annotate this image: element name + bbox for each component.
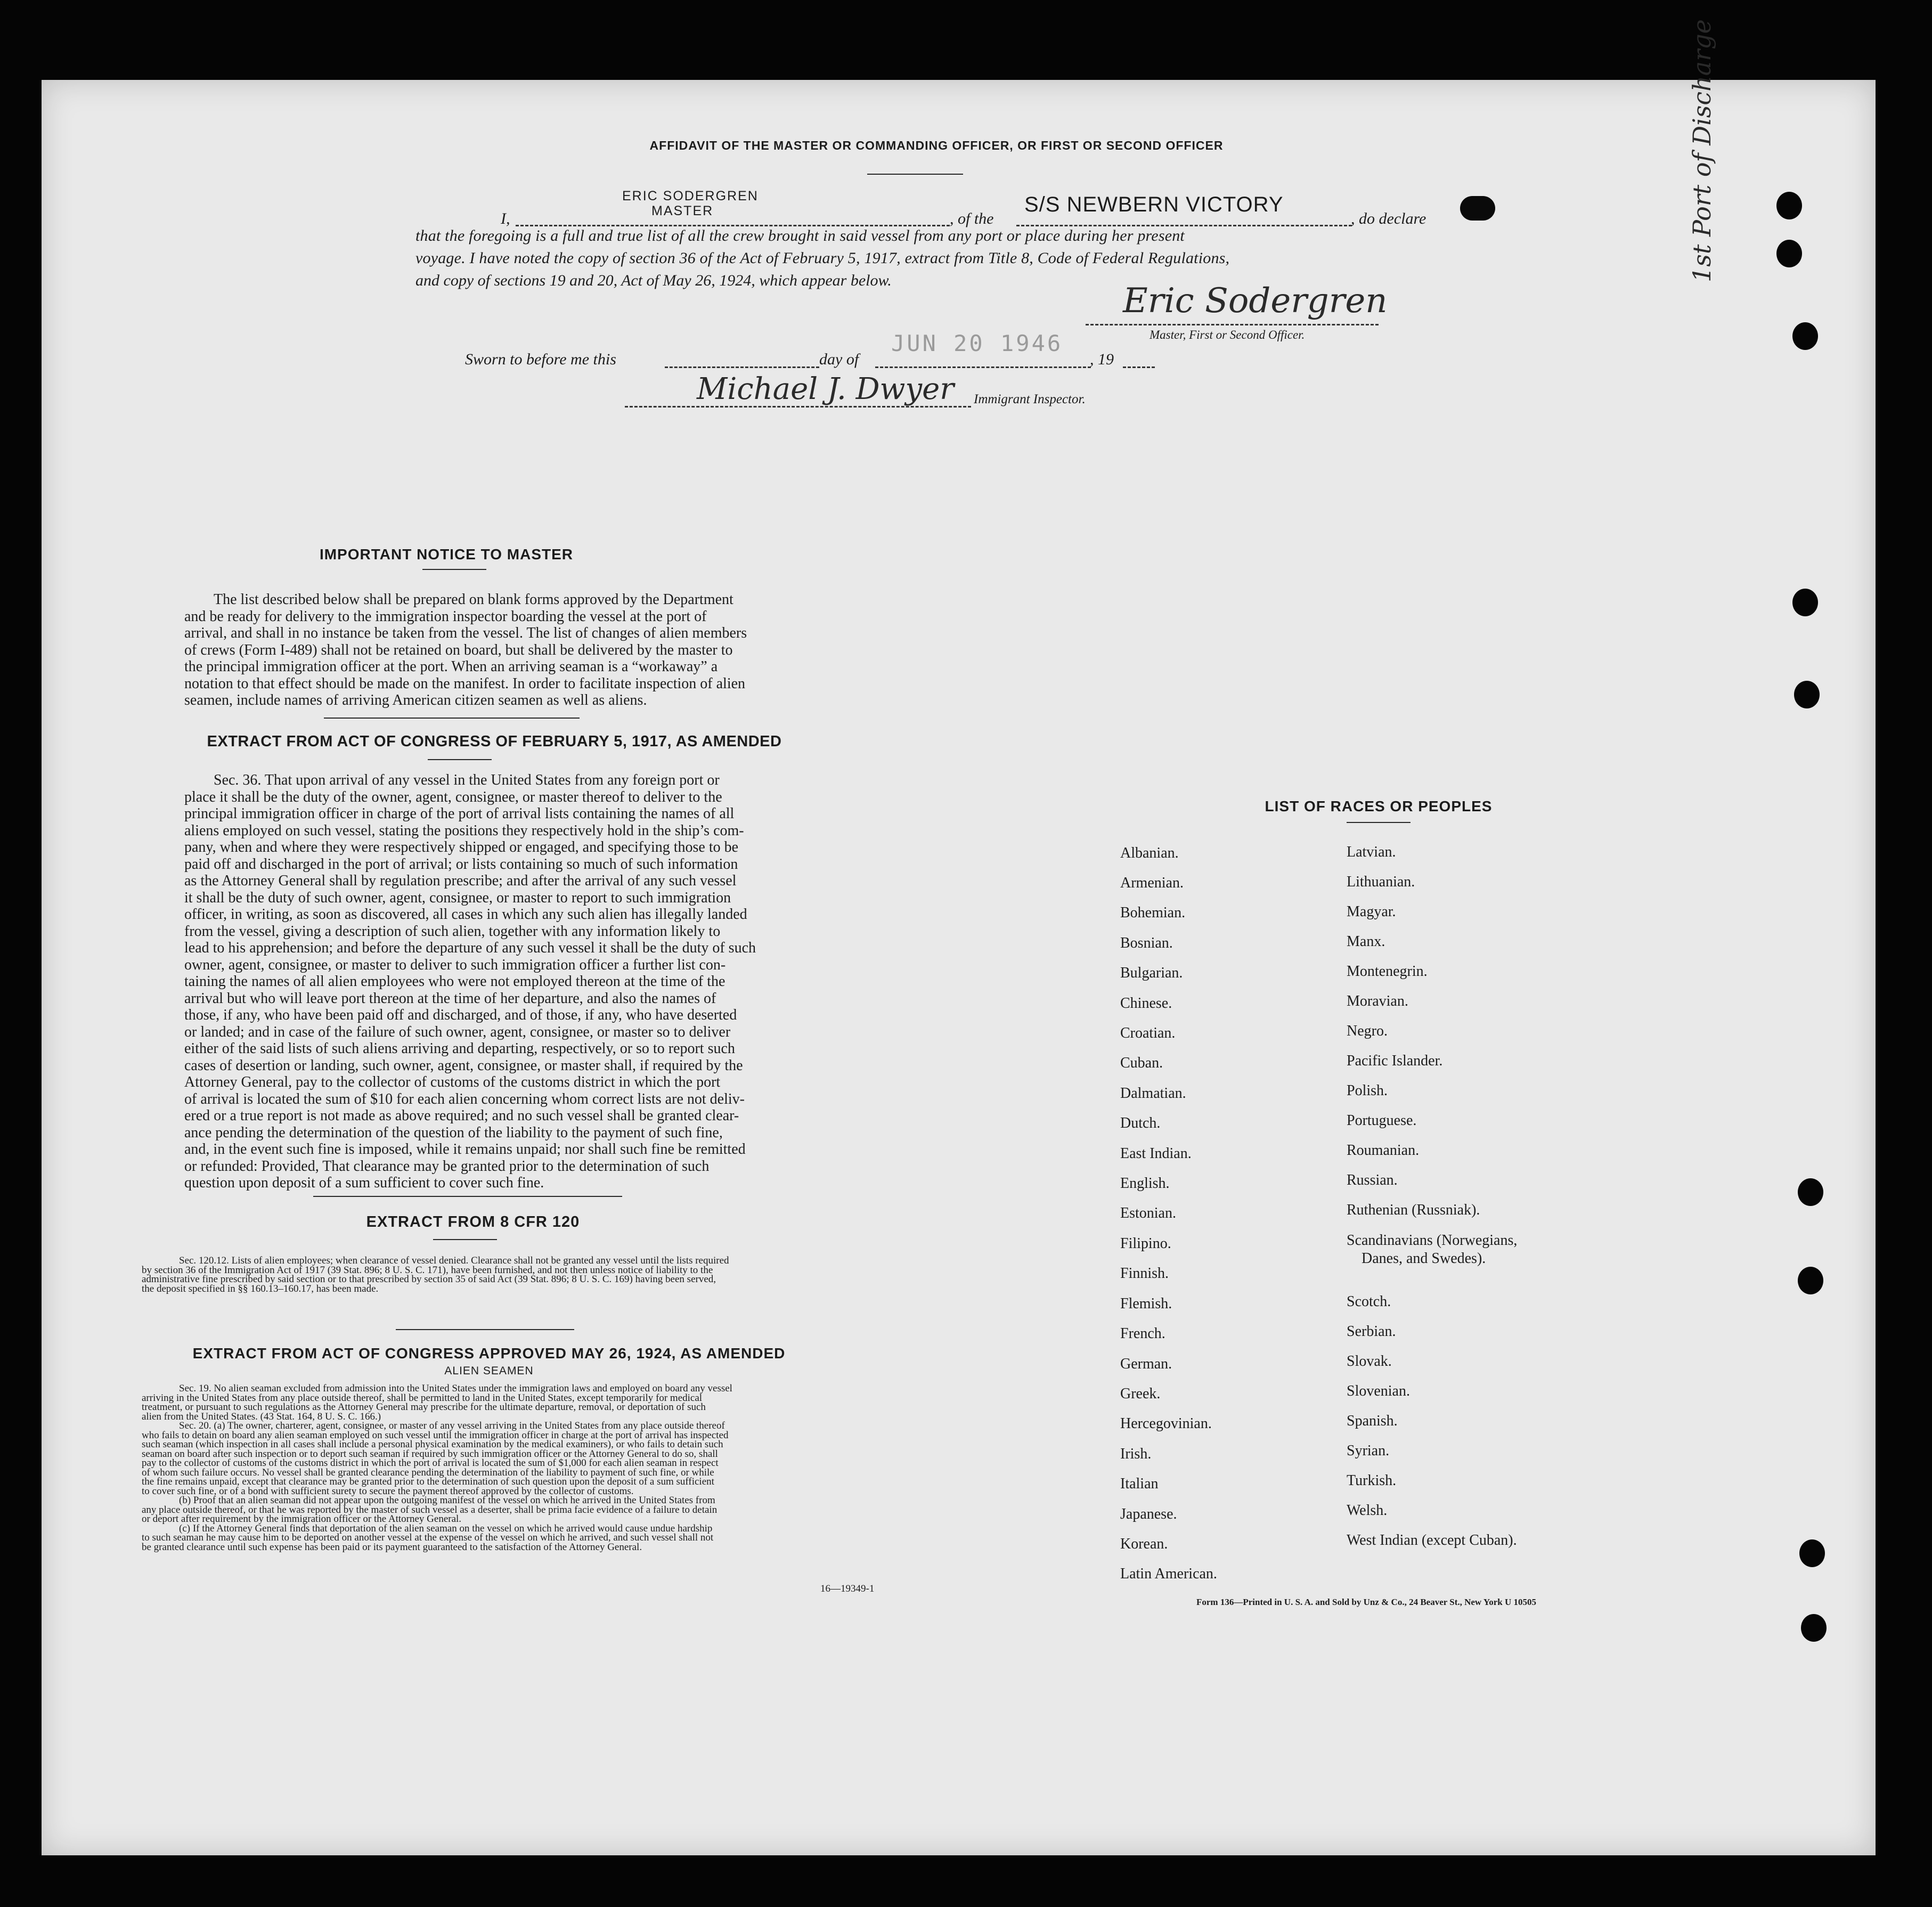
act1924-line: Sec. 19. No alien seaman excluded from admission into the United States under the immigration laws and employed on board any vessel [179,1383,732,1394]
punch-hole [1798,1178,1823,1206]
act1924-line: the fine remains unpaid, except that clearance may be granted prior to the determination of such question upon the deposit of a sum sufficient [142,1476,714,1487]
act1924-line: of whom such failure occurs. No vessel shall be granted clearance pending the determination of the liability to payment of such fine, or while [142,1466,714,1478]
act1924-subtitle: ALIEN SEAMEN [444,1365,534,1377]
punch-hole [1798,1267,1823,1294]
do-declare-label: , do declare [1351,210,1426,227]
race-item: Flemish. [1120,1295,1172,1312]
act1924-line: such seaman (which inspection in all cases shall include a personal physical examination by the medical examiners), or who fails to detain such [142,1439,723,1450]
race-item: Moravian. [1347,993,1408,1009]
date-stamp: JUN 20 1946 [891,330,1063,356]
race-item: Turkish. [1347,1472,1397,1489]
race-item: Pacific Islander. [1347,1053,1443,1069]
act1924-title: EXTRACT FROM ACT OF CONGRESS APPROVED MAY 26, 1924, AS AMENDED [192,1345,786,1362]
act1924-line: to cover such fine, or of a bond with sufficient surety to secure the payment thereof approved by the collector of customs. [142,1485,634,1497]
act1924-line: to such seaman he may cause him to be deported on another vessel at the expense of the vessel on which he arrived, and such vessel shall not [142,1532,714,1543]
notice-line: of crews (Form I-489) shall not be retained on board, but shall be delivered by the master to [184,641,733,658]
master-signature: Eric Sodergren [1123,281,1388,321]
cfr-line: by section 36 of the Immigration Act of 1917 (39 Stat. 896; 8 U. S. C. 171), have been furnished, and not then unless notice of liability to the [142,1264,713,1276]
act1917-line: arrival but who will leave port thereon at the time of her departure, and also the names of [184,990,716,1007]
race-item: Dutch. [1120,1115,1161,1131]
cfr-title: EXTRACT FROM 8 CFR 120 [366,1213,580,1230]
act1924-line: pay to the collector of customs of the customs district in which the port of arrival is located the sum of $1,000 for each alien seaman in respect [142,1457,719,1469]
cfr-body [142,1256,916,1293]
race-item: Italian [1120,1476,1159,1492]
act1917-line: officer, in writing, as soon as discovered, all cases in which any such alien has illegally landed [184,906,747,923]
divider [1347,822,1411,823]
sworn-label: Sworn to before me this [465,351,616,368]
margin-note: 1st Port of Discharge [1688,19,1716,282]
race-item: Manx. [1347,933,1385,950]
divider [428,759,492,760]
race-item: Spanish. [1347,1413,1398,1429]
year-prefix: , 19 [1090,351,1114,368]
notice-line: notation to that effect should be made on the manifest. In order to facilitate inspection of alien [184,675,746,692]
race-item: Greek. [1120,1386,1161,1402]
race-item: Filipino. [1120,1235,1171,1252]
act1917-line: ance pending the determination of the question of the liability to the payment of such fine, [184,1124,723,1141]
divider [324,718,580,719]
act1924-line: any place outside thereof, or that he was reported by the master of such vessel as a deserter, shall be prima facie evidence of a failure to detain [142,1504,718,1515]
act1917-line: aliens employed on such vessel, stating the positions they respectively hold in the ship’s com- [184,822,744,839]
sworn-day-line [665,366,819,368]
notice-line: and be ready for delivery to the immigration inspector boarding the vessel at the port of [184,608,707,625]
notice-line: the principal immigration officer at the port. When an arriving seaman is a “workaway” a [184,658,718,675]
act1917-line: Sec. 36. That upon arrival of any vessel in the United States from any foreign port or [214,772,720,788]
race-item: Polish. [1347,1082,1388,1099]
race-item: Slovenian. [1347,1383,1410,1399]
race-item: Portuguese. [1347,1112,1417,1129]
race-item: Cuban. [1120,1055,1163,1071]
race-item: Scandinavians (Norwegians, [1347,1232,1518,1249]
act1924-line: who fails to detain on board any alien seaman employed on such vessel until the immigration officer in charge at the port of arrival has inspected [142,1429,729,1441]
race-item: Dalmatian. [1120,1085,1186,1102]
act1917-line: Attorney General, pay to the collector of customs of the customs district in which the port [184,1074,721,1090]
race-item: Finnish. [1120,1265,1169,1282]
race-item: Syrian. [1347,1443,1390,1459]
name-line [516,225,950,226]
affidavit-line-3: and copy of sections 19 and 20, Act of May 26, 1924, which appear below. [415,272,892,289]
race-item: Albanian. [1120,845,1179,861]
punch-hole [1792,322,1818,350]
act1917-body [184,772,829,1192]
race-item: Croatian. [1120,1025,1176,1041]
sworn-month-line [875,366,1091,368]
act1924-line: seaman on board after such inspection or to deport such seaman if required by such immigration officer or the Attorney General to do so, shall [142,1448,718,1460]
act1917-line: lead to his apprehension; and before the departure of any such vessel it shall be the duty of such [184,940,756,956]
punch-hole [1799,1539,1825,1567]
punch-hole [1794,681,1820,708]
affidavit-line-1: that the foregoing is a full and true list of all the crew brought in said vessel from any port or place during her present [415,227,1185,245]
race-item: Montenegrin. [1347,963,1428,980]
race-item: Ruthenian (Russniak). [1347,1202,1480,1218]
notice-line: seamen, include names of arriving American citizen seamen as well as aliens. [184,692,647,708]
act1917-line: from the vessel, giving a description of such alien, together with any information likely to [184,923,721,940]
act1924-line: or deport after requirement by the immigration officer or the Attorney General. [142,1513,462,1525]
race-item: Slovak. [1347,1353,1392,1370]
race-item: Latin American. [1120,1566,1217,1582]
race-item: Latvian. [1347,844,1396,860]
act1924-line: alien from the United States. (43 Stat. 164, 8 U. S. C. 166.) [142,1411,381,1422]
punch-hole [1776,192,1802,219]
act1917-line: principal immigration officer in charge of the port of arrival lists containing the names of all [184,805,735,822]
act1917-line: or landed; and in case of the failure of such owner, agent, consignee, or master so to deliver [184,1023,731,1040]
act1917-line: of arrival is located the sum of $10 for each alien concerning whom correct lists are not deliv- [184,1090,745,1107]
race-item: Japanese. [1120,1506,1177,1522]
race-item: Armenian. [1120,875,1184,891]
divider [433,1239,497,1240]
notice-line: The list described below shall be prepared on blank forms approved by the Department [214,591,733,608]
race-item: Serbian. [1347,1323,1396,1340]
races-title: LIST OF RACES OR PEOPLES [1265,798,1493,814]
divider [313,1196,622,1197]
act1917-line: as the Attorney General shall by regulation prescribe; and after the arrival of any such vessel [184,873,737,889]
act1917-line: ered or a true report is not made as above required; and no such vessel shall be granted clear- [184,1107,739,1124]
divider [867,174,963,175]
race-item: Russian. [1347,1172,1398,1188]
act1917-line: place it shall be the duty of the owner, agent, consignee, or master thereof to deliver to the [184,788,722,805]
race-item: Bosnian. [1120,935,1173,951]
act1917-line: those, if any, who have been paid off and discharged, and of those, if any, who have deserted [184,1007,737,1023]
punch-hole [1792,589,1818,616]
race-item: Bohemian. [1120,904,1186,921]
act1924-line: be granted clearance until such expense has been paid or its payment guaranteed to the satisfaction of the Attorney General. [142,1541,642,1553]
race-item: Bulgarian. [1120,965,1183,981]
race-item: Korean. [1120,1536,1168,1552]
act1924-line: treatment, or pursuant to such regulations as the Attorney General may prescribe for the ultimate departure, removal, or deportation of such [142,1401,706,1413]
act1917-line: cases of desertion or landing, such owner, agent, consignee, or master shall, if required by the [184,1057,743,1074]
inspector-signature: Michael J. Dwyer [697,372,954,406]
master-name: ERIC SODERGREN [622,189,759,203]
of-the-label: , of the [950,210,994,227]
cfr-line: the deposit specified in §§ 160.13–160.17, has been made. [142,1283,379,1294]
race-item: German. [1120,1356,1172,1372]
race-item: East Indian. [1120,1145,1192,1162]
notice-line: arrival, and shall in no instance be taken from the vessel. The list of changes of alien members [184,625,747,641]
act1917-line: paid off and discharged in the port of arrival; or lists containing so much of such information [184,855,738,873]
act1924-line: (c) If the Attorney General finds that deportation of the alien seaman on the vessel on which he arrived would cause undue hardship [179,1522,713,1534]
ink-blot [1460,196,1495,221]
act1924-body [142,1384,916,1552]
act1917-line: owner, agent, consignee, or master to deliver to such immigration officer a further list con- [184,956,726,973]
form-footer: Form 136—Printed in U. S. A. and Sold by Unz & Co., 24 Beaver St., New York U 10505 [1196,1597,1536,1607]
act1917-line: question upon deposit of a sum sufficient to cover such fine. [184,1175,544,1191]
race-item: West Indian (except Cuban). [1347,1532,1517,1549]
race-item: English. [1120,1175,1170,1192]
notice-title: IMPORTANT NOTICE TO MASTER [319,546,574,563]
race-item: Welsh. [1347,1502,1388,1519]
act1924-line: Sec. 20. (a) The owner, charterer, agent, consignee, or master of any vessel arriving in the United States from any place outside thereof [179,1420,725,1431]
punch-hole [1801,1614,1827,1642]
act1924-line: (b) Proof that an alien seaman did not appear upon the outgoing manifest of the vessel on which he arrived in the United States from [179,1495,715,1506]
year-line [1123,366,1155,368]
race-item: French. [1120,1325,1165,1342]
cfr-line: administrative fine prescribed by said section or to that prescribed by section 35 of said Act (39 Stat. 896; 8 U. S. C. 169) having been served, [142,1274,716,1285]
master-rank: MASTER [651,203,714,218]
divider [396,1329,574,1330]
act1924-line: arriving in the United States from any place outside thereof, shall be permitted to land in the United States, except temporarily for medical [142,1392,703,1404]
signature-line [1086,324,1379,325]
affidavit-i-label: I, [501,210,510,227]
act1917-line: and, in the event such fine is imposed, while it remains unpaid; nor shall such fine be remitted [184,1141,746,1158]
race-item: Magyar. [1347,903,1396,920]
day-of-label: day of [819,351,859,368]
race-item: Hercegovinian. [1120,1415,1212,1432]
race-item: Negro. [1347,1023,1388,1039]
affidavit-line-2: voyage. I have noted the copy of section 36 of the Act of February 5, 1917, extract from Title 8, Code of Federal Regulations, [415,249,1230,267]
notice-body [184,591,829,709]
vessel-name: S/S NEWBERN VICTORY [1024,193,1284,216]
race-item: Estonian. [1120,1205,1176,1221]
inspector-caption: Immigrant Inspector. [974,392,1086,406]
race-item: Danes, and Swedes). [1362,1250,1486,1267]
punch-hole [1776,240,1802,267]
affidavit-title: AFFIDAVIT OF THE MASTER OR COMMANDING OFFICER, OR FIRST OR SECOND OFFICER [649,138,1224,152]
race-item: Chinese. [1120,995,1172,1012]
act1917-title: EXTRACT FROM ACT OF CONGRESS OF FEBRUARY 5, 1917, AS AMENDED [207,733,782,750]
race-item: Lithuanian. [1347,874,1415,890]
act1917-line: taining the names of all alien employees who were not employed thereon at the time of the [184,973,725,990]
race-item: Irish. [1120,1446,1152,1462]
divider [422,569,486,570]
act1917-line: either of the said lists of such aliens arriving and departing, respectively, or so to report such [184,1040,735,1057]
document-sheet [42,19,1876,1855]
act1917-line: it shall be the duty of such owner, agent, consignee, or master to report to such immigration [184,889,731,906]
vessel-line [1016,225,1352,226]
act1917-line: or refunded: Provided, That clearance may be granted prior to the determination of such [184,1158,710,1175]
form-number: 16—19349-1 [820,1583,875,1594]
race-item: Scotch. [1347,1293,1391,1310]
act1917-line: pany, when and where they were respectively shipped or engaged, and specifying those to be [184,839,739,855]
race-item: Roumanian. [1347,1142,1420,1159]
cfr-line: Sec. 120.12. Lists of alien employees; when clearance of vessel denied. Clearance shall not be granted any vessel until the lists required [179,1255,729,1266]
signature-caption: Master, First or Second Officer. [1150,328,1305,341]
